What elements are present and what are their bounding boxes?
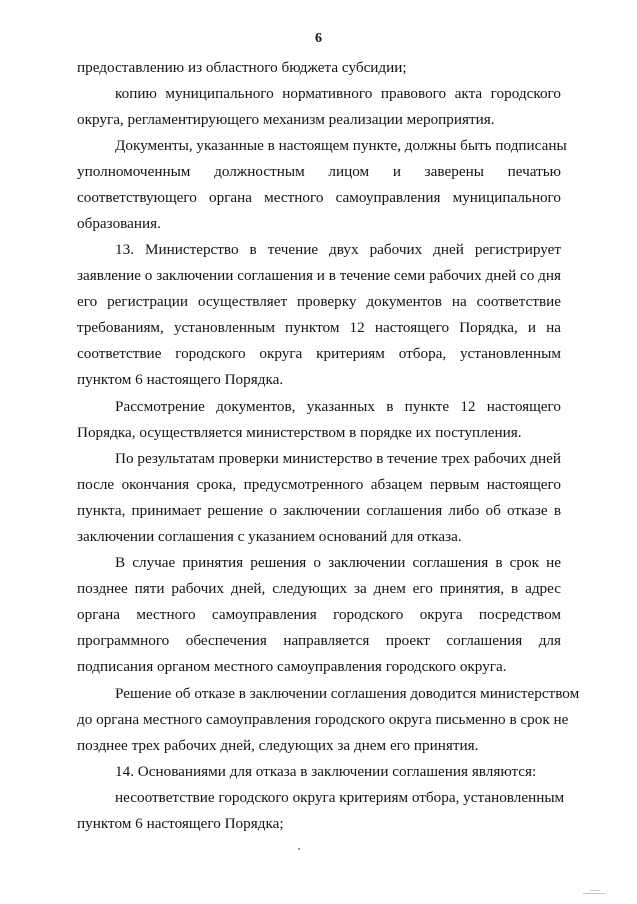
text-line: позднее трех рабочих дней, следующих за днем его принятия. (77, 737, 479, 754)
text-line: 14. Основаниями для отказа в заключении соглашения являются: (115, 763, 537, 780)
text-line: после окончания срока, предусмотренного абзацем первым настоящего (77, 476, 561, 493)
text-line: соответствие городского округа критериям отбора, установленным (77, 345, 561, 362)
text-line: пункта, принимает решение о заключении соглашения либо об отказе в (77, 502, 561, 519)
text-line: 13. Министерство в течение двух рабочих дней регистрирует (115, 241, 561, 258)
text-line: заключении соглашения с указанием оснований для отказа. (77, 528, 462, 545)
page-number: 6 (315, 31, 322, 46)
text-line: Порядка, осуществляется министерством в порядке их поступления. (77, 424, 522, 441)
text-line: программного обеспечения направляется проект соглашения для (77, 632, 561, 649)
text-line: позднее пяти рабочих дней, следующих за днем его принятия, в адрес (77, 580, 561, 597)
text-line: пунктом 6 настоящего Порядка. (77, 371, 284, 388)
text-line: Документы, указанные в настоящем пункте, должны быть подписаны (115, 137, 567, 154)
text-line: предоставлению из областного бюджета субсидии; (77, 59, 407, 76)
scan-speck (298, 848, 300, 850)
text-line: По результатам проверки министерство в течение трех рабочих дней (115, 450, 561, 467)
text-line: органа местного самоуправления городского округа посредством (77, 606, 561, 623)
scan-speck (590, 890, 600, 891)
scan-speck (583, 893, 605, 894)
text-line: соответствующего органа местного самоуправления муниципального (77, 189, 561, 206)
text-line: до органа местного самоуправления городского округа письменно в срок не (77, 711, 569, 728)
text-line: заявление о заключении соглашения и в течение семи рабочих дней со дня (77, 267, 561, 284)
text-line: копию муниципального нормативного правового акта городского (115, 85, 561, 102)
text-line: В случае принятия решения о заключении соглашения в срок не (115, 554, 561, 571)
text-line: образования. (77, 215, 161, 232)
text-line: Решение об отказе в заключении соглашения доводится министерством (115, 685, 580, 702)
text-line: пунктом 6 настоящего Порядка; (77, 815, 284, 832)
text-line: несоответствие городского округа критериям отбора, установленным (115, 789, 565, 806)
text-line: его регистрации осуществляет проверку документов на соответствие (77, 293, 561, 310)
text-line: подписания органом местного самоуправления городского округа. (77, 658, 507, 675)
text-line: Рассмотрение документов, указанных в пункте 12 настоящего (115, 398, 561, 415)
text-line: округа, регламентирующего механизм реализации мероприятия. (77, 111, 495, 128)
text-line: требованиям, установленным пунктом 12 настоящего Порядка, и на (77, 319, 561, 336)
text-line: уполномоченным должностным лицом и заверены печатью (77, 163, 561, 180)
